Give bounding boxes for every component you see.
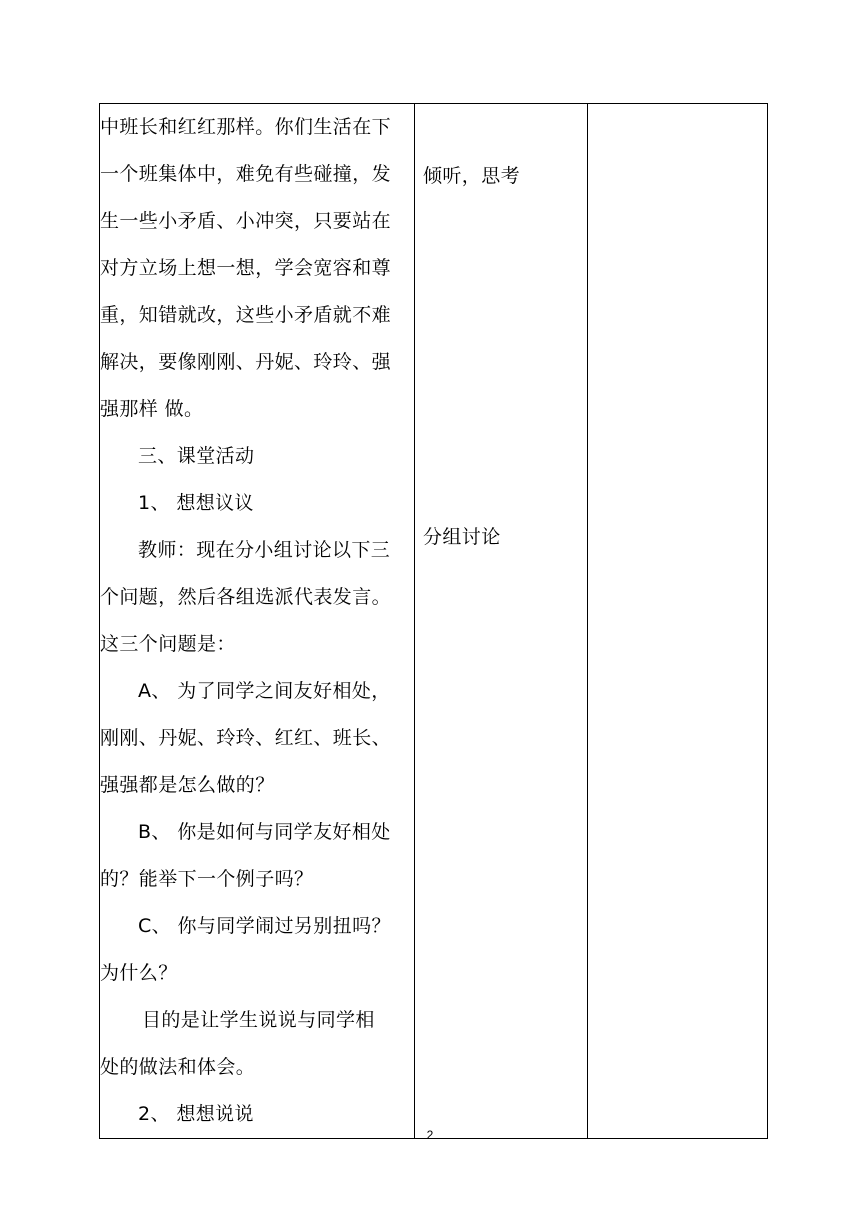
page-number: 2 [426,1128,434,1142]
content-line: 这三个问题是： [100,633,236,655]
content-line: 为什么？ [100,962,178,984]
content-line: 刚刚、丹妮、玲玲、红红、班长、 [100,727,392,749]
content-line: 目的是让学生说说与同学相 [142,1009,375,1031]
remarks-cell [588,104,768,1139]
table-row [100,104,768,1139]
lesson-plan-table [99,103,768,1139]
content-line: 一个班集体中，难免有些碰撞，发 [100,163,392,185]
content-line: 的？能举下一个例子吗？ [100,868,314,890]
student-activity-note: 分组讨论 [423,526,501,548]
content-line: 重，知错就改，这些小矛盾就不难 [100,304,392,326]
question-item: B、 你是如何与同学友好相处 [138,821,391,843]
content-line: 强强都是怎么做的？ [100,774,275,796]
subsection-heading: 2、 想想说说 [138,1103,254,1125]
content-line: 个问题，然后各组选派代表发言。 [100,586,392,608]
student-activity-note: 倾听，思考 [423,165,521,187]
section-heading: 三、课堂活动 [138,445,255,467]
question-item: A、 为了同学之间友好相处， [138,680,391,702]
content-line: 对方立场上想一想，学会宽容和尊 [100,257,392,279]
content-line: 中班长和红红那样。你们生活在下 [100,116,392,138]
teaching-content-cell [100,104,415,1139]
content-line: 强那样 做。 [100,398,204,420]
content-line: 解决，要像刚刚、丹妮、玲玲、强 [100,351,392,373]
student-activity-cell [415,104,588,1139]
content-line: 教师：现在分小组讨论以下三 [138,539,391,561]
question-item: C、 你与同学闹过另别扭吗？ [138,915,391,937]
content-line: 生一些小矛盾、小冲突，只要站在 [100,210,392,232]
subsection-heading: 1、 想想议议 [138,492,254,514]
content-line: 处的做法和体会。 [100,1056,256,1078]
